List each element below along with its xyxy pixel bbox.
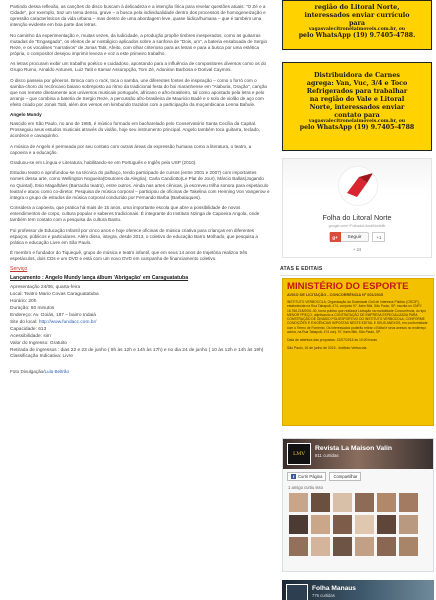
fan-avatar[interactable] bbox=[355, 493, 374, 512]
info-line: Retirada de ingressos : dias 22 e 23 de junho ( 9h às 12h e 14h às 17h) e no dia 24 de junho ( 10 às 12h e 14h às 19h) bbox=[10, 347, 264, 353]
site-line: Site do local: http://www.fundacc.com.br/ bbox=[10, 319, 97, 325]
fan-avatar[interactable] bbox=[377, 537, 396, 556]
article-paragraph: É membro e fundador do Tiquequê, grupo de música e teatro infantil, que em seus 14 anos de trajetória realizou três espetáculos, dois CDs e um DVD e está com um novo DVD em campanha de financiamento coletivo. bbox=[10, 249, 248, 262]
follow-label: Seguir bbox=[347, 234, 362, 240]
gplus-page-name[interactable]: Folha do Litoral Norte bbox=[322, 213, 392, 222]
photo-credit-link[interactable]: Lula Beltrão bbox=[44, 369, 70, 375]
article-paragraph: As letras procuram exibir um trabalho poético e cuidadoso, apontando para a influência de compositores diversos como os do Grupo Rumo, Arnaldo Antunes, Luiz Tatit e Itamar Assumpção, Tom Zé, Adoniran Barbosa e Dorival Caymmi. bbox=[10, 61, 267, 73]
info-line: Valor do Ingresso: Gratuito bbox=[10, 340, 67, 346]
info-line: Endereço: Av. Goiás, 187 – bairro Indaiá bbox=[10, 312, 96, 318]
fb-cover[interactable] bbox=[283, 439, 433, 469]
fan-avatar[interactable] bbox=[289, 515, 308, 534]
info-line: Apresentação 24/06, quarta-feira bbox=[10, 285, 81, 291]
ad-line: região do Litoral Norte, bbox=[314, 3, 400, 11]
article-paragraph: No caminho da experimentação e, muitas vezes, da ludicidade, a produção propõe timbres inesperados, como as guitarras mutadas de "Engasgado", os efeitos de ar nostálgico aplicados sobre a sanfona de "Dois, um", a bateria ensaboada de Sergio Reze, e os vocalises "narrativos" de Jonas Tatit. Afeito, com olhar criterioso para as letras e para a busca por uma estética própria, o compositor desejou imprimir leveza e voz a este primeiro trabalho. bbox=[10, 32, 268, 56]
gplus-url[interactable]: google.com/+FolhadoLitoralNorteBr bbox=[328, 224, 386, 228]
ad-email: vagasvalecitronelaimoveis.com.br, ou bbox=[308, 27, 406, 32]
fb-fans-grid bbox=[283, 493, 433, 556]
edital-body: INSTITUTO VERBOCOLA, Organização da Sociedade Civil de Interesse Público (OSCIP), estabelecida na Rua Tabapuã, 474, conjunto 97, Itaim Bibi, São Paulo, SP, inscrita no CNPJ 16.766.218/0001-30, torna público que realizará Licitação na modalidade Concorrência, do tipo MENOR PREÇO, objetivando a CONTRATAÇÃO DE EMPRESA ESPECIALIZADA PARA CONSTRUÇÃO DE GINÁSIO POLIESPORTIVO DO INSTITUTO VERBOCOLA, CONFORME CONDIÇÕES E EXIGÊNCIAS IMPOSTAS NESTE EDITAL E SEUS ANEXOS, em conformidade com o Termo de Fomento. Os interessados poderão retirar o Edital e seus anexos no endereço acima, na Rua Tabapuã, 474 conj. 97, Itaim Bibi, São Paulo, SP. bbox=[287, 300, 428, 335]
ad-line: Refrigerados para trabalhar bbox=[306, 87, 408, 95]
section-title-atas-editais: ATAS E EDITAIS bbox=[280, 266, 435, 276]
ad-whatsapp: pelo WhatsApp (19) 9.7405-4788 bbox=[299, 124, 415, 131]
fb-share-button[interactable] bbox=[329, 472, 361, 481]
ad-line: interessados enviar currículo bbox=[304, 11, 410, 19]
info-line: Local: Teatro Mario Covas Caraguatatuba bbox=[10, 292, 99, 298]
fan-avatar[interactable] bbox=[355, 515, 374, 534]
google-plus-icon: g+ bbox=[330, 232, 341, 242]
facebook-page-widget bbox=[282, 438, 434, 572]
ad-line: contato para bbox=[334, 111, 380, 119]
edital-title: MINISTÉRIO DO ESPORTE bbox=[287, 281, 409, 292]
ad-line: Norte, interessados enviar bbox=[309, 103, 405, 111]
fan-avatar[interactable] bbox=[399, 537, 418, 556]
fb-friends-text: 1 amigo curtiu isso bbox=[288, 485, 323, 490]
gplus-follow-button[interactable] bbox=[329, 232, 370, 242]
article-paragraph: Foi professor de Educação Infantil por cinco anos e hoje oferece oficinas de música criativa para crianças em diferentes espaços, públicos e particulares. Além disso, integra, desde 2013, o coletivo de educação Barro Molhado, que pesquisa a prática e educação Livre em São Paulo. bbox=[10, 227, 258, 245]
fan-avatar[interactable] bbox=[333, 515, 352, 534]
edital-subtitle: AVISO DE LICITAÇÃO - CONCORRÊNCIA Nº 001/2015 bbox=[287, 293, 384, 297]
edital-notice[interactable] bbox=[282, 278, 434, 426]
folha-logo-icon[interactable] bbox=[338, 166, 378, 206]
fan-avatar[interactable] bbox=[333, 493, 352, 512]
article-paragraph: Partindo dessa reflexão, as canções do disco buscam à delicadeza e a intenção lírica para revelar questões atuais: "O Zé e a Cidade", por exemplo, traz um tema denso, grave – a busca pela individualidade dentro dos processos de homogeneização e opressão característicos da vida urbana – mas dentro de uma abordagem leve, quase lúdica/humana – que é também uma intenção evidente em boa parte das letras. bbox=[10, 4, 266, 28]
fb-page-avatar[interactable]: LMV bbox=[287, 443, 311, 465]
facebook-icon: f bbox=[292, 474, 295, 479]
fan-avatar[interactable] bbox=[355, 537, 374, 556]
fan-avatar[interactable] bbox=[377, 515, 396, 534]
edital-signature: São Paulo, 16 de junho de 2015 - Instituto Verbocola bbox=[287, 346, 367, 351]
launch-title-link[interactable]: Lançamento : Angelo Mundy lança álbum 'Abrigação' em Caraguatatuba bbox=[10, 275, 189, 282]
fb-page-name[interactable]: Revista La Maison Valin bbox=[315, 445, 393, 452]
ad-email: vagasvalecitronelaimoveis.com.br, ou bbox=[308, 119, 406, 124]
ad-line: agrega: Van, Vuc, 3/4 e Toco bbox=[306, 79, 408, 87]
info-line: Acessibilidade: sim bbox=[10, 333, 51, 339]
article-paragraph: O disco passeia por gêneros. Brinca com o rock, toca o samba, une diferentes fontes de inspiração – como o forró com o samba-choro do recôncavo baiano sobreposto ao ritmo da tradicional festa do boi maranhense em "Alaburia, Oração", canção que nos remete diretamente aos universos musicais português, africano e afro-brasileiro, tal como apontado pela letra e pelo arranjo – que combina a bateria de Sergio Reze, a percussão afro-brasileira de Mauricio Badé e o solo de violão de aço com efeito criado por Jonas Tatit, além dos versos em kimbundo trazidos com a participação da moçambicana Lenna Bahule. bbox=[10, 77, 268, 107]
fb-share-label: Compartilhar bbox=[333, 474, 358, 479]
gplus-follow-row bbox=[283, 232, 431, 242]
fan-avatar[interactable] bbox=[289, 493, 308, 512]
ad-line: Distribuidora de Carnes bbox=[314, 71, 400, 79]
fb-page-name[interactable]: Folha Manaus bbox=[312, 585, 356, 592]
ad-line: para bbox=[348, 19, 366, 27]
site-link[interactable]: http://www.fundacc.com.br/ bbox=[38, 319, 97, 325]
article-paragraph: Estudou teatro e aprofundou-se na técnica do palhaço, tendo participado de cursos (entre 2001 e 2007) com importantes nomes dessa arte, como Wellington Nogueira(Doutores da Alegria), Carla Candiotto(Le Plat de Jour), Márcio Ballas(Jogando no Quintal), Esio Magalhães (Barracão teatro), entre outros. Ainda nas artes cênicas, já escreveu trilha sonora para espetáculo teatral e atuou como co-diretor. Pesquisa de música corporal – participou de oficinas de Takelina com Henning Von Vangerow e integra o grupo de estudos de música corporal conduzido por Fernando Barba (Barbatuques). bbox=[10, 170, 270, 200]
gplus-plus-one-button[interactable]: +1 bbox=[372, 232, 385, 242]
fan-avatar[interactable] bbox=[377, 493, 396, 512]
fan-avatar[interactable] bbox=[289, 537, 308, 556]
job-ad-carnes[interactable] bbox=[282, 62, 432, 151]
sidebar bbox=[279, 0, 436, 600]
info-line: Classificação Indicativa: Livre bbox=[10, 354, 73, 360]
facebook-page-widget-2[interactable] bbox=[282, 580, 434, 600]
servico-link[interactable]: Serviço bbox=[10, 266, 28, 273]
fb-page-avatar[interactable] bbox=[286, 584, 308, 600]
article-paragraph: Considera a capoeira, que pratica há mais de 15 anos, uma importante escola que abre a possibilidade de novos entendimentos de corpo, cultura popular e saberes tradicionais. É integrante do Instituto Nzinga de Capoeira Angola, onde também tem contato com a pesquisa da cultura Bantu. bbox=[10, 205, 260, 223]
info-line: Horário: 20h bbox=[10, 299, 37, 305]
photo-credit bbox=[10, 369, 270, 375]
fan-avatar[interactable] bbox=[311, 515, 330, 534]
fb-like-label: Curtir Página bbox=[298, 474, 323, 479]
article-paragraph: Graduou-se em Língua e Literatura, habilitando-se em Português e Inglês pela USP (2010). bbox=[10, 160, 197, 166]
fan-avatar[interactable] bbox=[333, 537, 352, 556]
article-paragraph: Nascido em São Paulo, no ano de 1985, é músico formado em bacharelado pelo Conservatório Santa Cecília da Capital. Prosseguiu seus estudos musicais através do violão, hoje seu instrumento principal. Angelo também toca guitarra, teclado, acordeon e cavaquinho. bbox=[10, 121, 260, 139]
fb-action-row bbox=[283, 469, 433, 484]
fan-avatar[interactable] bbox=[311, 537, 330, 556]
fan-avatar[interactable] bbox=[399, 493, 418, 512]
fb-page-likes: 811 curtidas bbox=[315, 453, 339, 458]
gplus-followers: + 24 bbox=[352, 247, 362, 252]
google-plus-badge bbox=[282, 158, 432, 258]
ad-whatsapp: pelo WhatsApp (19) 9.7405-4788. bbox=[298, 32, 416, 39]
fb-page-likes: 776 curtidas bbox=[312, 593, 335, 598]
edital-dates: Data de abertura das propostas: 22/07/2015 às 10:00 horas bbox=[287, 338, 377, 343]
fb-like-button[interactable] bbox=[287, 472, 326, 481]
info-line: Duração: 60 minutos bbox=[10, 306, 55, 312]
job-ad-top[interactable] bbox=[282, 0, 432, 50]
fan-avatar[interactable] bbox=[311, 493, 330, 512]
photo-credit-prefix: Foto Divulgação/ bbox=[10, 369, 45, 375]
article-subhead: Angelo Mundy bbox=[10, 112, 42, 118]
gplus-banner bbox=[283, 159, 431, 195]
article-paragraph: A música de Angelo é permeada por seu contato com outras áreas da expressão humana como a literatura, o teatro, a capoeira e a educação. bbox=[10, 143, 252, 155]
ad-line: na região do Vale e Litoral bbox=[309, 95, 405, 103]
info-line: Capacidade: 613 bbox=[10, 326, 47, 332]
fan-avatar[interactable] bbox=[399, 515, 418, 534]
